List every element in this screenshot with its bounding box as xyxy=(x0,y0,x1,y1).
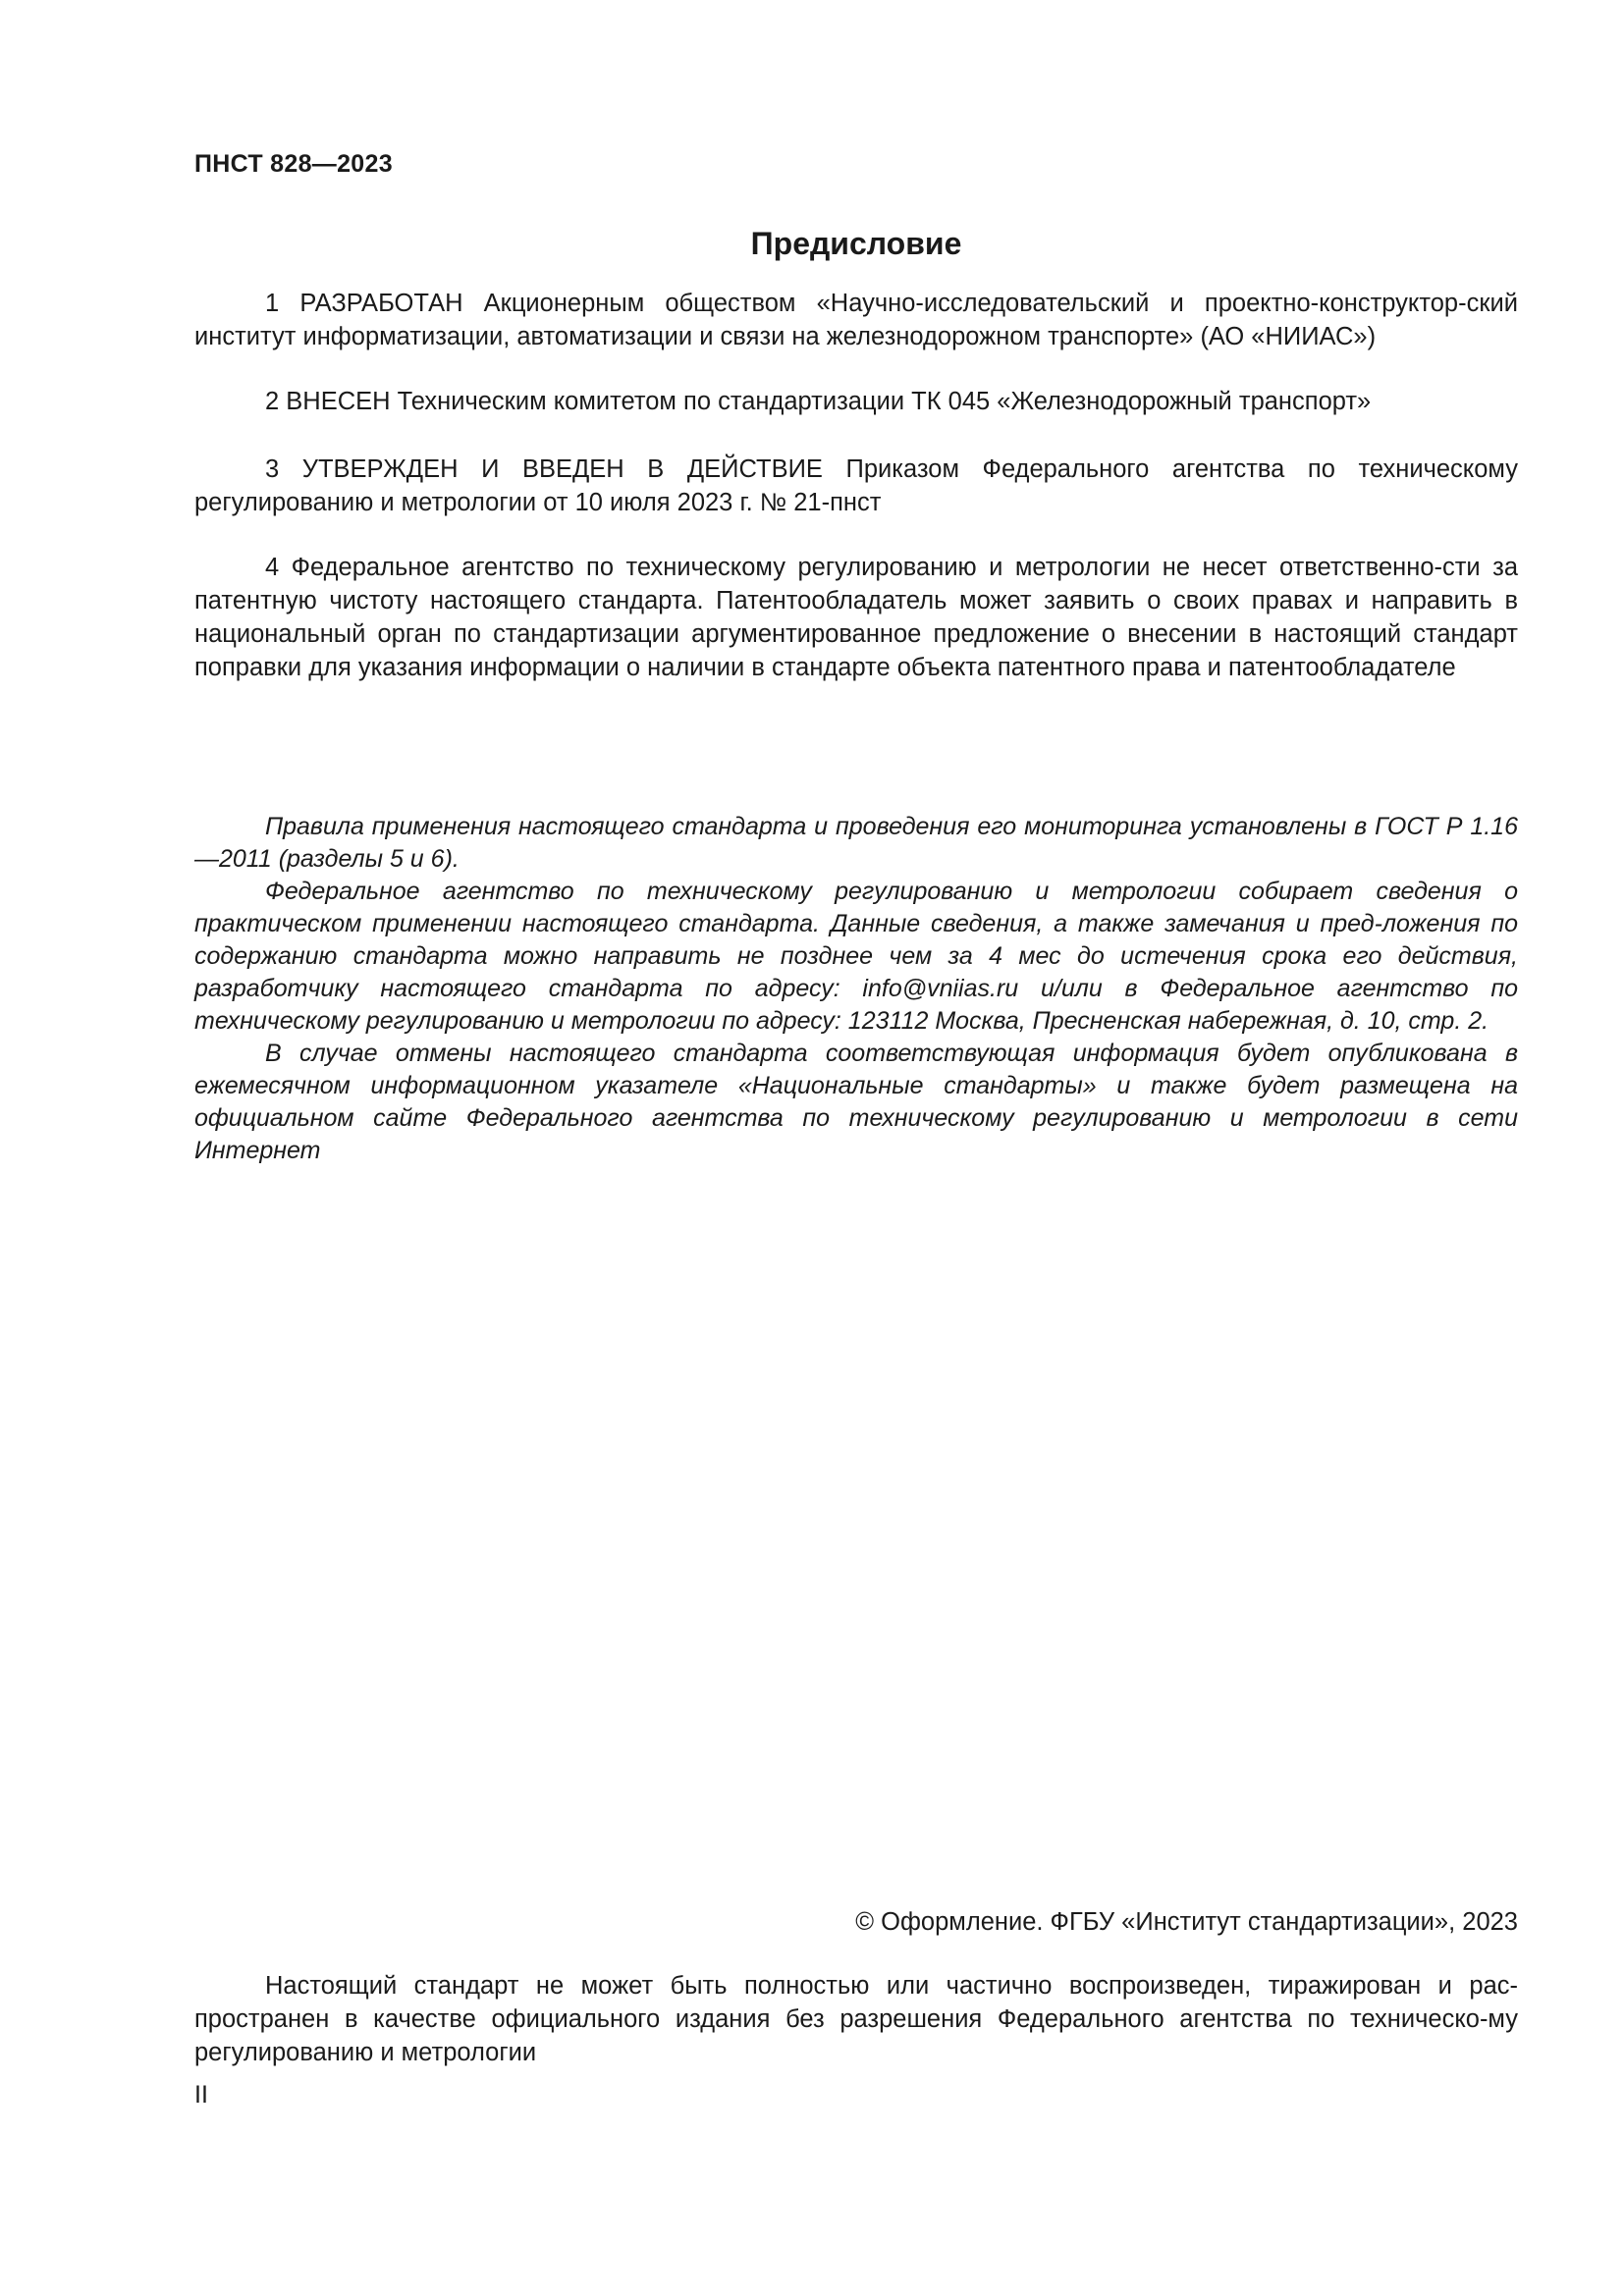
page-title: Предисловие xyxy=(750,226,962,261)
preface-item-1: 1 РАЗРАБОТАН Акционерным обществом «Научно-исследовательский и проектно-конструктор-ский институт информатизации, автоматизации и связи на железнодорожном транспорте» (АО «НИИАС») xyxy=(194,290,1518,350)
notice-paragraph-rules: Правила применения настоящего стандарта и проведения его мониторинга установлены в ГОСТ Р 1.16—2011 (разделы 5 и 6). xyxy=(194,813,1518,873)
notice-paragraph-feedback: Федеральное агентство по техническому регулированию и метрологии собирает сведения о практическом применении настоящего стандарта. Данные сведения, а также замечания и пред-ложения по содержанию стандарта можно направить не позднее чем за 4 мес до истечения срока его действия, разработчику настоящего стандарта по адресу: info@vniias.ru и/или в Федеральное агентство по техническому регулированию и метрологии по адресу: 123112 Москва, Пресненская набережная, д. 10, стр. 2. xyxy=(194,878,1518,1035)
document-page xyxy=(194,0,1518,2296)
reproduction-restriction: Настоящий стандарт не может быть полностью или частично воспроизведен, тиражирован и рас-пространен в качестве официального издания без разрешения Федерального агентства по техническо-му регулированию и метрологии xyxy=(194,1972,1518,2066)
preface-item-4: 4 Федеральное агентство по техническому регулированию и метрологии не несет ответственно-сти за патентную чистоту настоящего стандарта. Патентообладатель может заявить о своих правах и направить в национальный орган по стандартизации аргументированное предложение о внесении в настоящий стандарт поправки для указания информации о наличии в стандарте объекта патентного права и патентообладателе xyxy=(194,554,1518,681)
page-number: II xyxy=(194,2081,208,2109)
preface-item-3: 3 УТВЕРЖДЕН И ВВЕДЕН В ДЕЙСТВИЕ Приказом Федерального агентства по техническому регулированию и метрологии от 10 июля 2023 г. № 21-пнст xyxy=(194,455,1518,516)
application-notice xyxy=(194,811,1518,1167)
notice-paragraph-cancellation: В случае отмены настоящего стандарта соответствующая информация будет опубликована в ежемесячном информационном указателе «Национальные стандарты» и также будет размещена на официальном сайте Федерального агентства по техническому регулированию и метрологии в сети Интернет xyxy=(194,1040,1518,1164)
preface-item-2: 2 ВНЕСЕН Техническим комитетом по стандартизации ТК 045 «Железнодорожный транспорт» xyxy=(265,388,1372,415)
copyright-notice: © Оформление. ФГБУ «Институт стандартизации», 2023 xyxy=(855,1908,1518,1936)
document-code: ПНСТ 828—2023 xyxy=(194,150,393,178)
